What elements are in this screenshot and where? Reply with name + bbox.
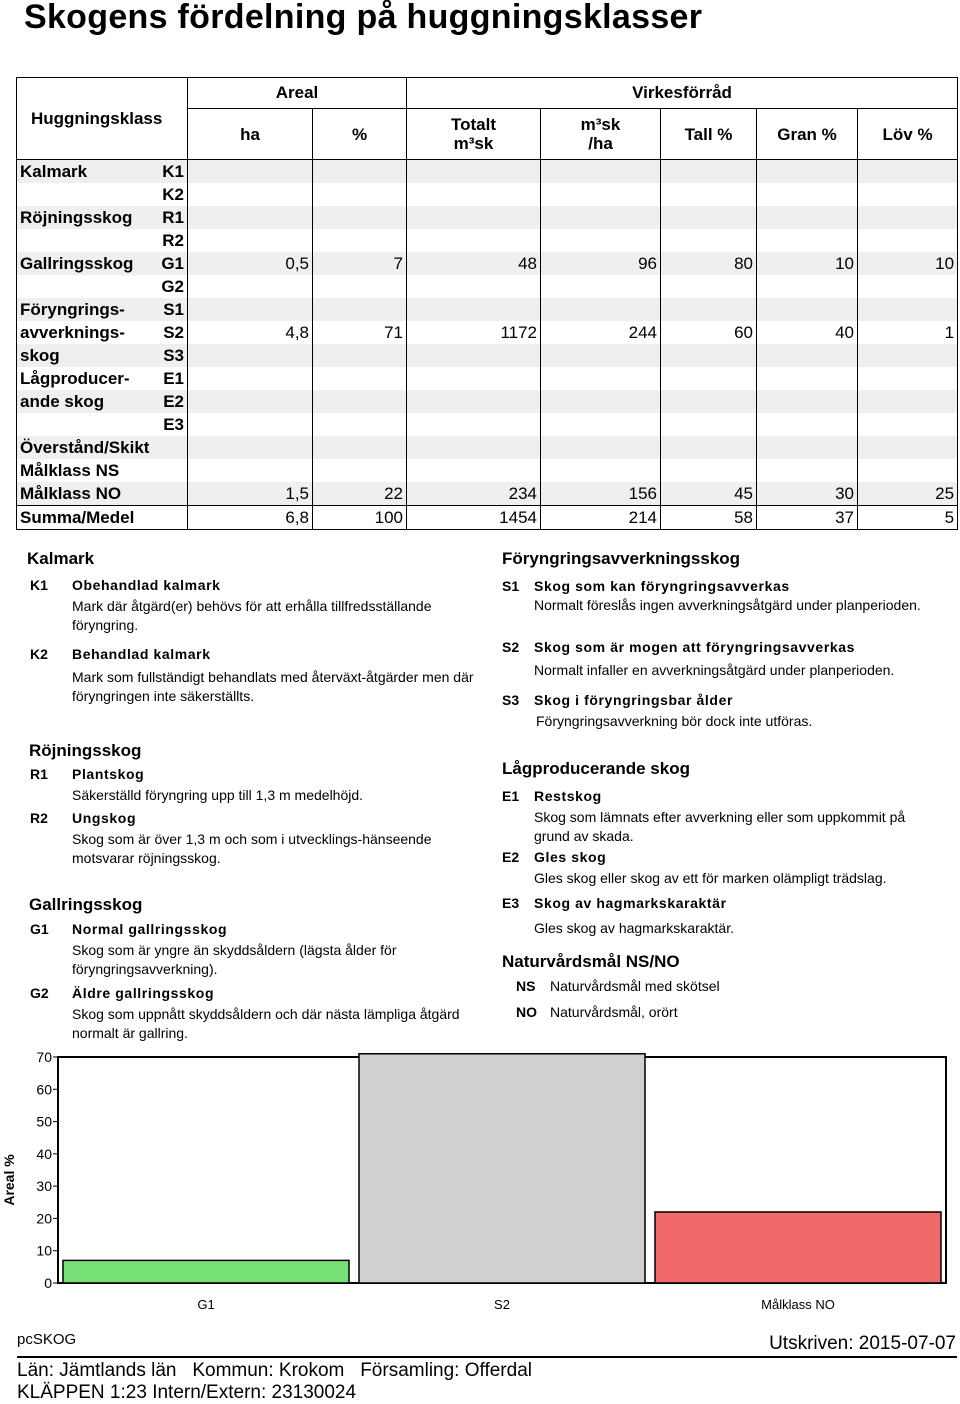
definition-title: Skog som är mogen att föryngringsavverkas <box>534 639 856 655</box>
cell-lov: 10 <box>858 252 958 275</box>
cell-lov <box>858 298 958 321</box>
definition-desc: Skog som lämnats efter avverkning eller som uppkommit på grund av skada. <box>534 809 906 844</box>
cell-ha <box>188 459 313 482</box>
definition-title: Skog i föryngringsbar ålder <box>534 692 734 708</box>
definition-title: Obehandlad kalmark <box>72 577 221 593</box>
definition-desc: Naturvårdsmål med skötsel <box>550 978 720 994</box>
y-axis-label: Areal % <box>1 1154 17 1206</box>
areal-bar-chart <box>0 1045 960 1320</box>
row-class-name: Röjningsskog <box>17 206 157 229</box>
definition-title: Behandlad kalmark <box>72 646 211 662</box>
cell-gran <box>757 160 858 184</box>
definition-code: S2 <box>502 639 520 655</box>
row-class-name: Lågproducer- <box>17 367 157 390</box>
cell-ha <box>188 183 313 206</box>
cell-msk-ha <box>541 298 661 321</box>
cell-tall <box>661 344 757 367</box>
cell-gran <box>757 459 858 482</box>
definition-desc: Normalt infaller en avverkningsåtgärd under planperioden. <box>534 662 895 678</box>
table-row <box>17 436 958 459</box>
cell-ha: 0,5 <box>188 252 313 275</box>
cell-ha <box>188 436 313 459</box>
definition-desc: Skog som uppnått skyddsåldern och där nästa lämpliga åtgärd normalt är gallring. <box>72 1006 460 1041</box>
table-row <box>17 321 958 344</box>
definition-code: G1 <box>30 921 49 937</box>
row-class-name: Målklass NS <box>17 459 188 482</box>
cell-pct <box>313 298 407 321</box>
cell-tall: 80 <box>661 252 757 275</box>
cell-tall <box>661 229 757 252</box>
cell-ha <box>188 367 313 390</box>
cell-lov: 1 <box>858 321 958 344</box>
definition-desc: Skog som är yngre än skyddsåldern (lägsta ålder för föryngringsavverkning). <box>72 942 397 977</box>
cell-tall <box>661 298 757 321</box>
definition-code: E3 <box>502 895 520 911</box>
cell-ha <box>188 206 313 229</box>
bar-målklass-no <box>655 1212 941 1283</box>
definition-desc: Mark där åtgärd(er) behövs för att erhålla tillfredsställande föryngring. <box>72 598 432 633</box>
row-class-name: Föryngrings- <box>17 298 157 321</box>
definition-code: K2 <box>30 646 48 662</box>
summary-totalt: 1454 <box>407 506 541 530</box>
definition-desc: Skog som är över 1,3 m och som i utvecklings-hänseende motsvarar röjningsskog. <box>72 831 432 866</box>
cell-msk-ha: 96 <box>541 252 661 275</box>
row-class-code: K2 <box>157 183 188 206</box>
cell-totalt <box>407 436 541 459</box>
cell-ha <box>188 275 313 298</box>
table-row <box>17 252 958 275</box>
cell-gran: 30 <box>757 482 858 506</box>
cell-tall: 60 <box>661 321 757 344</box>
y-tick-label: 40 <box>36 1145 52 1162</box>
cell-ha: 4,8 <box>188 321 313 344</box>
header-areal: Areal <box>188 78 407 109</box>
cell-msk-ha <box>541 459 661 482</box>
table-row <box>17 344 958 367</box>
cell-tall <box>661 206 757 229</box>
row-class-name: Gallringsskog <box>17 252 157 275</box>
table-row <box>17 298 958 321</box>
cell-pct <box>313 413 407 436</box>
header-virkesforrad: Virkesförråd <box>407 78 958 109</box>
row-class-name <box>17 183 157 206</box>
summary-tall: 58 <box>661 506 757 530</box>
cell-pct <box>313 160 407 184</box>
cell-msk-ha <box>541 344 661 367</box>
cell-msk-ha: 244 <box>541 321 661 344</box>
table-row <box>17 183 958 206</box>
y-tick-label: 0 <box>44 1275 52 1291</box>
y-tick-label: 30 <box>36 1178 52 1195</box>
definition-desc: Naturvårdsmål, orört <box>550 1004 678 1020</box>
table-row <box>17 229 958 252</box>
header-pct: % <box>313 109 407 160</box>
header-tall: Tall % <box>661 109 757 160</box>
printed-date: Utskriven: 2015-07-07 <box>769 1333 956 1354</box>
definition-title: Äldre gallringsskog <box>72 985 215 1001</box>
cell-totalt <box>407 367 541 390</box>
y-tick-label: 60 <box>36 1081 52 1098</box>
table-row <box>17 390 958 413</box>
definition-desc: Gles skog eller skog av ett för marken olämpligt trädslag. <box>534 870 887 886</box>
header-lov: Löv % <box>858 109 958 160</box>
definition-desc: Gles skog av hagmarkskaraktär. <box>534 920 734 936</box>
x-tick-label: S2 <box>494 1297 510 1312</box>
cell-totalt <box>407 206 541 229</box>
row-class-code: S3 <box>157 344 188 367</box>
row-class-code: S1 <box>157 298 188 321</box>
cell-totalt <box>407 160 541 184</box>
cell-pct <box>313 206 407 229</box>
section-foryngring-heading: Föryngringsavverkningsskog <box>502 549 741 568</box>
section-rojning-heading: Röjningsskog <box>29 741 142 760</box>
definition-no <box>516 1004 678 1020</box>
definition-title: Ungskog <box>72 810 137 826</box>
definition-code: E2 <box>502 849 520 865</box>
cell-totalt <box>407 183 541 206</box>
row-class-name: Målklass NO <box>17 482 188 506</box>
row-class-code: R2 <box>157 229 188 252</box>
cell-lov: 25 <box>858 482 958 506</box>
cell-ha <box>188 344 313 367</box>
cell-msk-ha <box>541 160 661 184</box>
page-title: Skogens fördelning på huggningsklasser <box>24 0 703 36</box>
cell-totalt: 234 <box>407 482 541 506</box>
row-class-code: K1 <box>157 160 188 184</box>
cell-tall <box>661 367 757 390</box>
cell-msk-ha: 156 <box>541 482 661 506</box>
table-row <box>17 206 958 229</box>
cell-lov <box>858 229 958 252</box>
cell-pct <box>313 183 407 206</box>
location-line: Län: Jämtlands län Kommun: Krokom Församling: Offerdal <box>17 1360 532 1381</box>
row-class-name: skog <box>17 344 157 367</box>
cell-tall <box>661 413 757 436</box>
cell-totalt <box>407 459 541 482</box>
cell-tall <box>661 160 757 184</box>
cell-gran <box>757 275 858 298</box>
cell-tall <box>661 459 757 482</box>
cell-msk-ha <box>541 367 661 390</box>
section-naturvard-heading: Naturvårdsmål NS/NO <box>502 952 680 971</box>
cell-gran: 10 <box>757 252 858 275</box>
y-tick-label: 70 <box>36 1049 52 1065</box>
x-tick-label: G1 <box>197 1297 215 1312</box>
summary-row <box>17 506 958 530</box>
header-huggningsklass: Huggningsklass <box>17 78 188 160</box>
cell-pct <box>313 459 407 482</box>
cell-tall: 45 <box>661 482 757 506</box>
definition-code: S1 <box>502 578 520 594</box>
footer-divider <box>17 1356 957 1358</box>
cell-pct <box>313 229 407 252</box>
cell-totalt <box>407 390 541 413</box>
cell-lov <box>858 367 958 390</box>
cell-msk-ha <box>541 275 661 298</box>
cell-lov <box>858 160 958 184</box>
cell-msk-ha <box>541 413 661 436</box>
cell-msk-ha <box>541 390 661 413</box>
row-class-code: G1 <box>157 252 188 275</box>
table-row <box>17 160 958 184</box>
definition-code: K1 <box>30 577 48 593</box>
cell-gran <box>757 436 858 459</box>
definition-desc: Mark som fullständigt behandlats med återväxt-åtgärder men där föryngringen inte säkerställts. <box>72 669 474 704</box>
definition-title: Restskog <box>534 788 602 804</box>
table-row <box>17 482 958 506</box>
row-class-name <box>17 229 157 252</box>
cell-gran: 40 <box>757 321 858 344</box>
cell-totalt <box>407 413 541 436</box>
cell-gran <box>757 183 858 206</box>
cell-msk-ha <box>541 206 661 229</box>
section-lagproducerande-heading: Lågproducerande skog <box>502 759 690 778</box>
cell-totalt <box>407 344 541 367</box>
y-tick-label: 50 <box>36 1113 52 1130</box>
cell-msk-ha <box>541 436 661 459</box>
cell-pct <box>313 275 407 298</box>
cell-gran <box>757 298 858 321</box>
table-row <box>17 367 958 390</box>
cell-lov <box>858 459 958 482</box>
summary-ha: 6,8 <box>188 506 313 530</box>
header-ha: ha <box>188 109 313 160</box>
y-tick-label: 20 <box>36 1210 52 1227</box>
definition-desc: Normalt föreslås ingen avverkningsåtgärd under planperioden. <box>534 597 921 613</box>
cell-gran <box>757 413 858 436</box>
cell-msk-ha <box>541 229 661 252</box>
bar-g1 <box>63 1260 349 1283</box>
brand-label: pcSKOG <box>17 1331 77 1348</box>
row-class-code: E3 <box>157 413 188 436</box>
header-gran: Gran % <box>757 109 858 160</box>
cell-tall <box>661 183 757 206</box>
row-class-name: avverknings- <box>17 321 157 344</box>
cell-lov <box>858 275 958 298</box>
row-class-code: S2 <box>157 321 188 344</box>
cell-lov <box>858 390 958 413</box>
cell-ha <box>188 160 313 184</box>
summary-lov: 5 <box>858 506 958 530</box>
cell-pct: 7 <box>313 252 407 275</box>
cell-pct <box>313 390 407 413</box>
cell-tall <box>661 390 757 413</box>
definition-title: Skog av hagmarkskaraktär <box>534 895 727 911</box>
cell-pct <box>313 367 407 390</box>
definition-code: G2 <box>30 985 49 1001</box>
cell-ha: 1,5 <box>188 482 313 506</box>
table-row <box>17 459 958 482</box>
definition-code: E1 <box>502 788 520 804</box>
summary-pct: 100 <box>313 506 407 530</box>
cell-pct: 22 <box>313 482 407 506</box>
definition-ns <box>516 978 720 994</box>
table-row <box>17 275 958 298</box>
cell-gran <box>757 229 858 252</box>
cell-totalt <box>407 275 541 298</box>
cell-ha <box>188 413 313 436</box>
cell-ha <box>188 390 313 413</box>
x-tick-label: Målklass NO <box>761 1297 835 1312</box>
cell-tall <box>661 275 757 298</box>
cell-msk-ha <box>541 183 661 206</box>
definition-title: Plantskog <box>72 766 145 782</box>
cell-pct <box>313 436 407 459</box>
huggningsklass-table <box>16 77 957 538</box>
cell-gran <box>757 390 858 413</box>
section-gallring-heading: Gallringsskog <box>29 895 143 914</box>
definition-code: NS <box>516 978 536 994</box>
definition-code: R2 <box>30 810 48 826</box>
row-class-name <box>17 275 157 298</box>
summary-msk-ha: 214 <box>541 506 661 530</box>
cell-totalt: 1172 <box>407 321 541 344</box>
cell-lov <box>858 206 958 229</box>
bar-s2 <box>359 1054 645 1283</box>
row-class-code: G2 <box>157 275 188 298</box>
cell-totalt <box>407 229 541 252</box>
definition-code: NO <box>516 1004 537 1020</box>
cell-gran <box>757 367 858 390</box>
definition-title: Skog som kan föryngringsavverkas <box>534 578 790 594</box>
row-class-code: R1 <box>157 206 188 229</box>
table-row <box>17 413 958 436</box>
cell-lov <box>858 344 958 367</box>
summary-gran: 37 <box>757 506 858 530</box>
header-msk-ha: m³sk /ha <box>541 109 661 160</box>
definition-desc: Föryngringsavverkning bör dock inte utföras. <box>536 713 813 729</box>
cell-lov <box>858 183 958 206</box>
cell-tall <box>661 436 757 459</box>
cell-totalt: 48 <box>407 252 541 275</box>
cell-totalt <box>407 298 541 321</box>
cell-gran <box>757 344 858 367</box>
summary-label: Summa/Medel <box>17 506 188 530</box>
cell-lov <box>858 436 958 459</box>
cell-ha <box>188 229 313 252</box>
cell-pct: 71 <box>313 321 407 344</box>
definition-title: Normal gallringsskog <box>72 921 228 937</box>
cell-pct <box>313 344 407 367</box>
row-class-code: E1 <box>157 367 188 390</box>
definition-code: R1 <box>30 766 48 782</box>
definition-code: S3 <box>502 692 520 708</box>
header-totalt: Totalt m³sk <box>407 109 541 160</box>
y-tick-label: 10 <box>36 1242 52 1259</box>
definition-title: Gles skog <box>534 849 607 865</box>
row-class-name: Kalmark <box>17 160 157 184</box>
cell-lov <box>858 413 958 436</box>
definition-desc: Säkerställd föryngring upp till 1,3 m medelhöjd. <box>72 787 364 803</box>
row-class-name: ande skog <box>17 390 157 413</box>
cell-gran <box>757 206 858 229</box>
row-class-name: Överstånd/Skikt <box>17 436 188 459</box>
property-line: KLÄPPEN 1:23 Intern/Extern: 23130024 <box>17 1382 357 1403</box>
section-kalmark-heading: Kalmark <box>27 549 95 568</box>
cell-ha <box>188 298 313 321</box>
row-class-code: E2 <box>157 390 188 413</box>
row-class-name <box>17 413 157 436</box>
